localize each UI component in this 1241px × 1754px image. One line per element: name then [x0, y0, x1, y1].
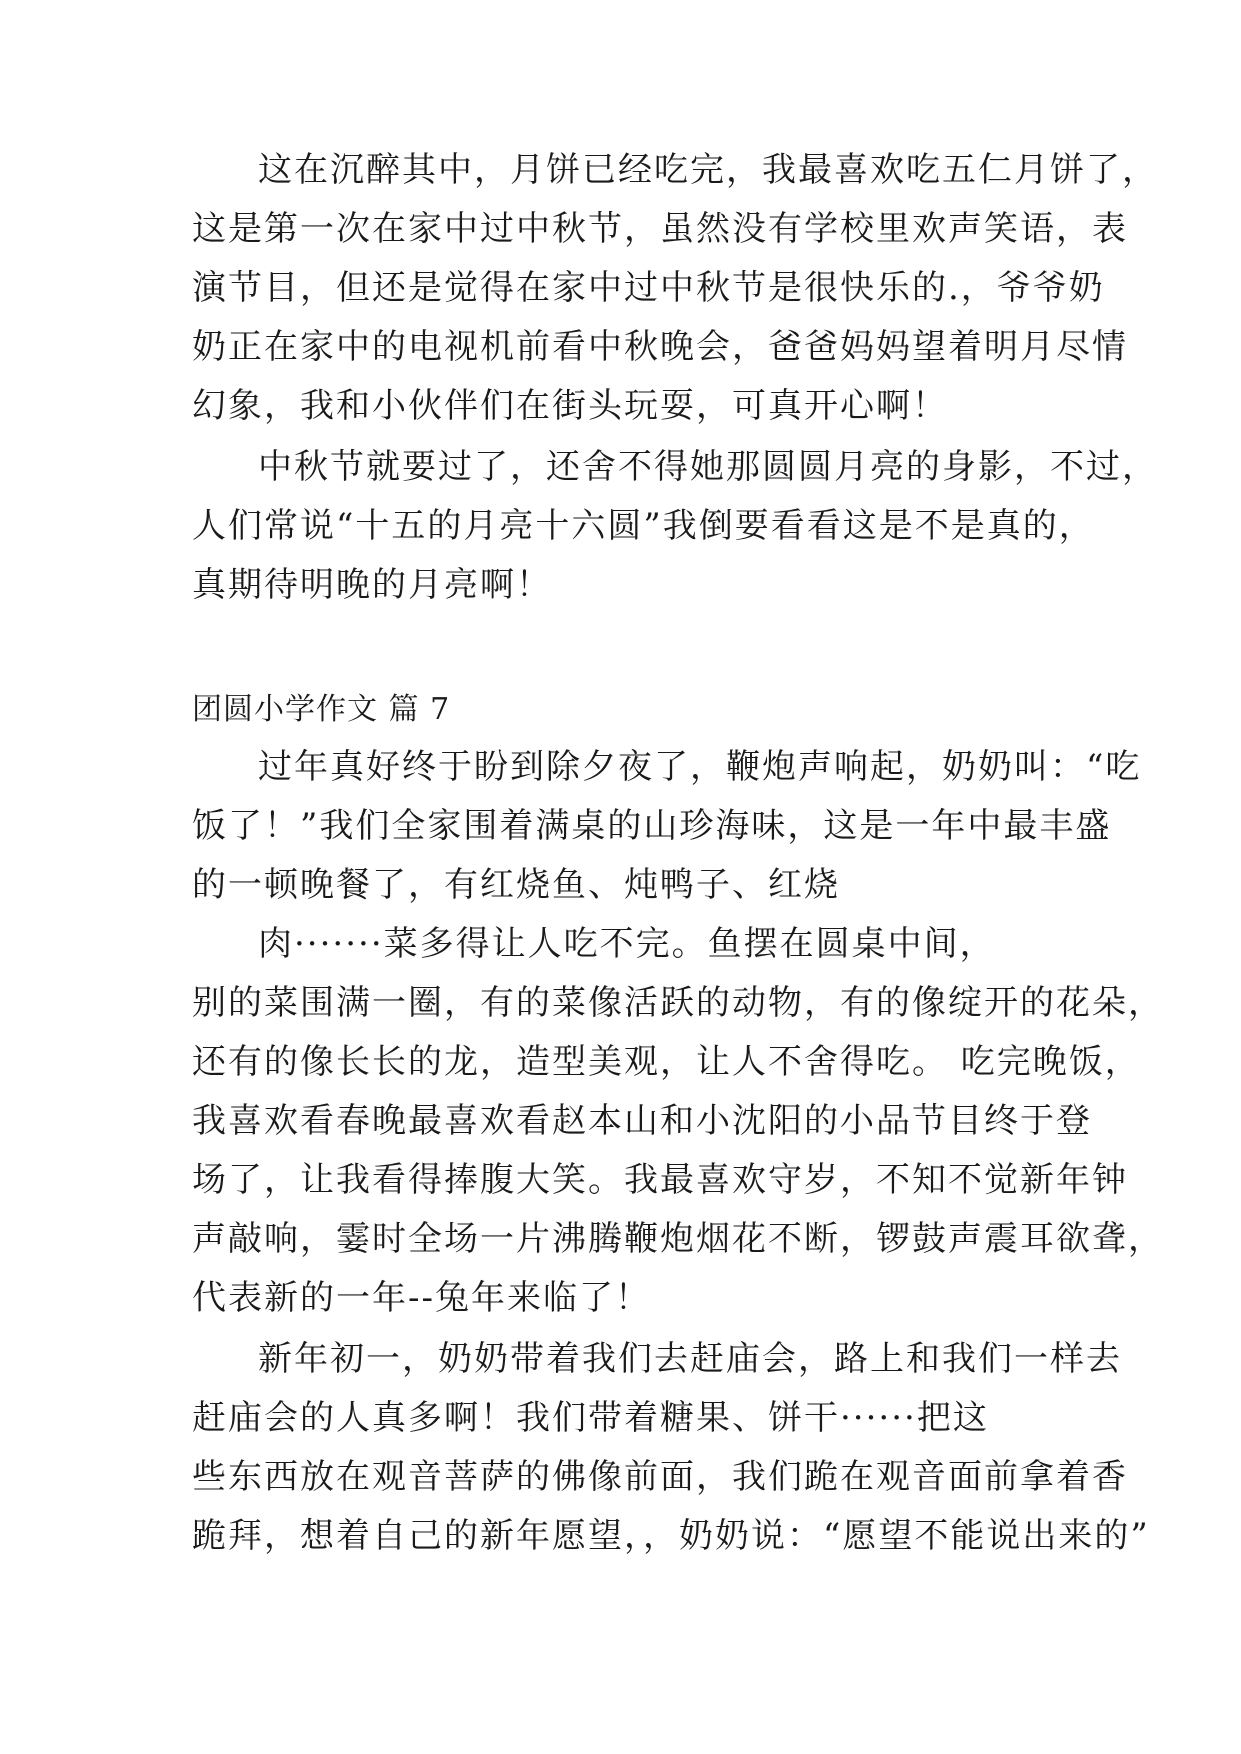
paragraph-line: 跪拜，想着自己的新年愿望，，奶奶说：“愿望不能说出来的”	[192, 1516, 1150, 1556]
paragraph-line: 饭了！”我们全家围着满桌的山珍海味，这是一年中最丰盛	[192, 806, 1112, 846]
paragraph-line: 真期待明晚的月亮啊！	[192, 565, 552, 605]
paragraph-line: 中秋节就要过了，还舍不得她那圆圆月亮的身影，不过，	[258, 447, 1158, 487]
paragraph-line: 赶庙会的人真多啊！我们带着糖果、饼干······把这	[192, 1398, 989, 1438]
paragraph-line: 代表新的一年--兔年来临了！	[192, 1278, 651, 1318]
paragraph-line: 这在沉醉其中，月饼已经吃完，我最喜欢吃五仁月饼了，	[258, 150, 1158, 190]
paragraph-line: 声敲响，霎时全场一片沸腾鞭炮烟花不断，锣鼓声震耳欲聋，	[192, 1219, 1164, 1259]
paragraph-line: 场了，让我看得捧腹大笑。我最喜欢守岁，不知不觉新年钟	[192, 1160, 1128, 1200]
paragraph-line: 演节目，但还是觉得在家中过中秋节是很快乐的.，爷爷奶	[192, 268, 1105, 308]
paragraph-line: 别的菜围满一圈，有的菜像活跃的动物，有的像绽开的花朵，	[192, 983, 1164, 1023]
paragraph-line: 过年真好终于盼到除夕夜了，鞭炮声响起，奶奶叫：“吃	[258, 747, 1142, 787]
paragraph-line: 我喜欢看春晚最喜欢看赵本山和小沈阳的小品节目终于登	[192, 1101, 1092, 1141]
paragraph-line: 这是第一次在家中过中秋节，虽然没有学校里欢声笑语，表	[192, 209, 1128, 249]
paragraph-line: 奶正在家中的电视机前看中秋晚会，爸爸妈妈望着明月尽情	[192, 327, 1128, 367]
paragraph-line: 些东西放在观音菩萨的佛像前面，我们跪在观音面前拿着香	[192, 1457, 1128, 1497]
paragraph-line: 幻象，我和小伙伴们在街头玩耍，可真开心啊！	[192, 386, 948, 426]
paragraph-line: 的一顿晚餐了，有红烧鱼、炖鸭子、红烧	[192, 865, 840, 905]
paragraph-line: 还有的像长长的龙，造型美观，让人不舍得吃。 吃完晚饭，	[192, 1042, 1141, 1082]
section-heading: 团圆小学作文 篇 7	[192, 692, 451, 727]
paragraph-line: 新年初一，奶奶带着我们去赶庙会，路上和我们一样去	[258, 1339, 1122, 1379]
paragraph-line: 人们常说“十五的月亮十六圆”我倒要看看这是不是真的，	[192, 506, 1095, 546]
paragraph-line: 肉·······菜多得让人吃不完。鱼摆在圆桌中间，	[258, 924, 996, 964]
